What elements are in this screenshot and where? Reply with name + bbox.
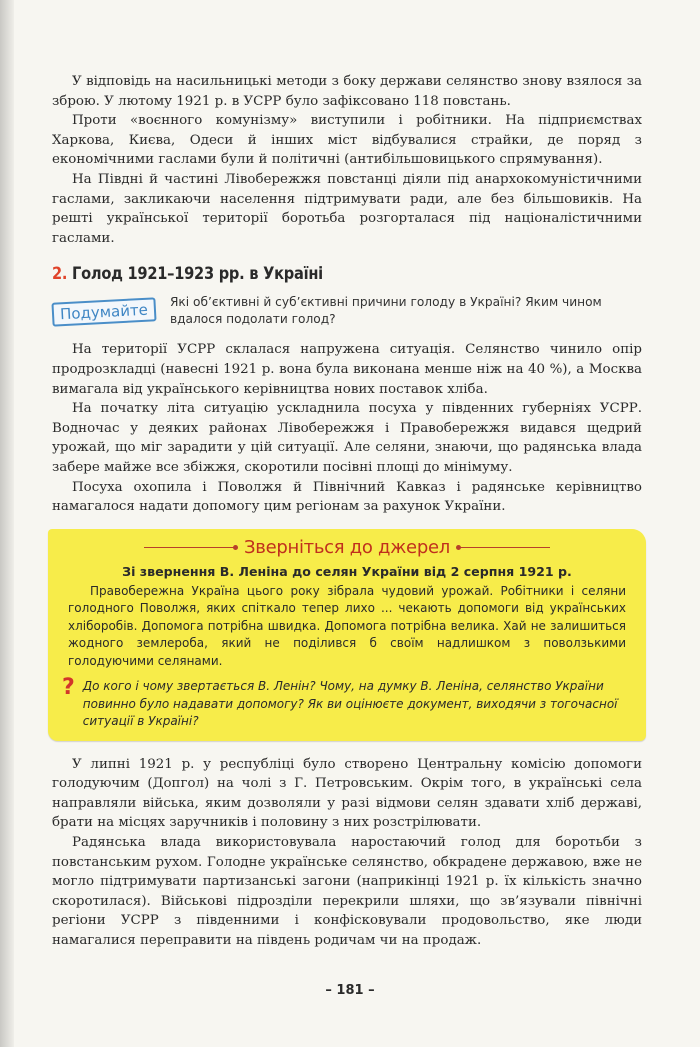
think-question: Які об’єктивні й суб’єктивні причини голоду в Україні? Яким чином вдалося подолати голод? [169, 295, 602, 327]
decorative-line [460, 547, 550, 548]
paragraph: У відповідь на насильницькі методи з боку держави селянство знову взялося за зброю. У лютому 1921 р. в УСРР було зафіксовано 118 повстань. [52, 74, 642, 109]
section-heading [52, 264, 559, 284]
paragraph: На початку літа ситуацію ускладнила посуха у південних губерніях УСРР. Водночас у деяких районах Лівобережжя і Правобережжя видався щедрий урожай, що міг зарадити у цій ситуації. Але селяни, знаючи, що радянська влада забере майже все збіжжя, скоротили посівні площі до мінімуму. [52, 401, 642, 475]
page-gutter-shadow [0, 0, 14, 1047]
paragraph: У липні 1921 р. у республіці було створено Центральну комісію допомоги голодуючим (Допгол) на чолі з Г. Петровським. Окрім того, в українські села направляли війська, яким дозволяли у разі відмови селян здавати хліб державі, брати на місцях заручників і половину з них розстрілювати. [52, 756, 642, 831]
section-title: Голод 1921–1923 рр. в Україні [72, 264, 323, 285]
textbook-page [52, 72, 642, 951]
paragraph: На Півдні й частині Лівобережжя повстанці діяли під анархокомуністичними гаслами, закликаючи населення підтримувати ради, але без більшовиків. На решті української території боротьба розгорталася під націоналістичними гаслами. [52, 171, 642, 246]
source-box-title-text: Зверніться до джерел [244, 536, 450, 558]
source-question-text: До кого і чому звертається В. Ленін? Чому, на думку В. Леніна, селянство України повинно було надавати допомогу? Як ви оцінюєте документ, виходячи з тогочасної ситуації в Україні? [82, 679, 618, 729]
source-box-title [62, 537, 632, 558]
paragraph: На території УСРР склалася напружена ситуація. Селянство чинило опір продрозкладці (навесні 1921 р. вона була виконана менше ніж на 40 %), а Москва вимагала від українського керівництва нових поставок хліба. [52, 342, 642, 397]
paragraph: Проти «воєнного комунізму» виступили і робітники. На підприємствах Харкова, Києва, Одеси й інших міст відбувалися страйки, де поряд з економічними гаслами були й політичні (антибільшовицького спрямування). [52, 113, 642, 168]
page-number: – 181 – [325, 983, 375, 998]
section-number: 2. [52, 264, 68, 285]
source-quote: Правобережна Україна цього року зібрала чудовий урожай. Робітники і селяни голодного Поволжя, яких спіткало тепер лихо ... чекають допомоги від українських хліборобів. Допомога потрібна швидка. Допомога потрібна велика. Хай не залишиться жодного землероба, який не поділився б своїм надлишком з поволзькими голодуючими селянами. [68, 583, 626, 668]
source-box-subtitle: Зі звернення В. Леніна до селян України від 2 серпня 1921 р. [122, 563, 572, 579]
source-box [48, 529, 646, 741]
paragraph: Посуха охопила і Поволжя й Північний Кавказ і радянське керівництво намагалося надати допомогу цим регіонам за рахунок України. [52, 479, 642, 515]
question-mark-icon: ? [62, 675, 75, 701]
think-prompt [52, 294, 642, 328]
decorative-line [144, 547, 234, 548]
source-question [62, 675, 632, 731]
think-badge: Подумайте [51, 298, 156, 327]
paragraph: Радянська влада використовувала наростаючий голод для боротьби з повстанським рухом. Голодне українське селянство, обкрадене державою, вже не могло підтримувати партизанські загони (наприкінці 1921 р. їх кількість значно скоротилася). Військові підрозділи перекрили шляхи, що зв’язували північні регіони УСРР з південними і конфісковували продовольство, яке люди намагалися переправити на південь родичам чи на продаж. [52, 835, 642, 949]
